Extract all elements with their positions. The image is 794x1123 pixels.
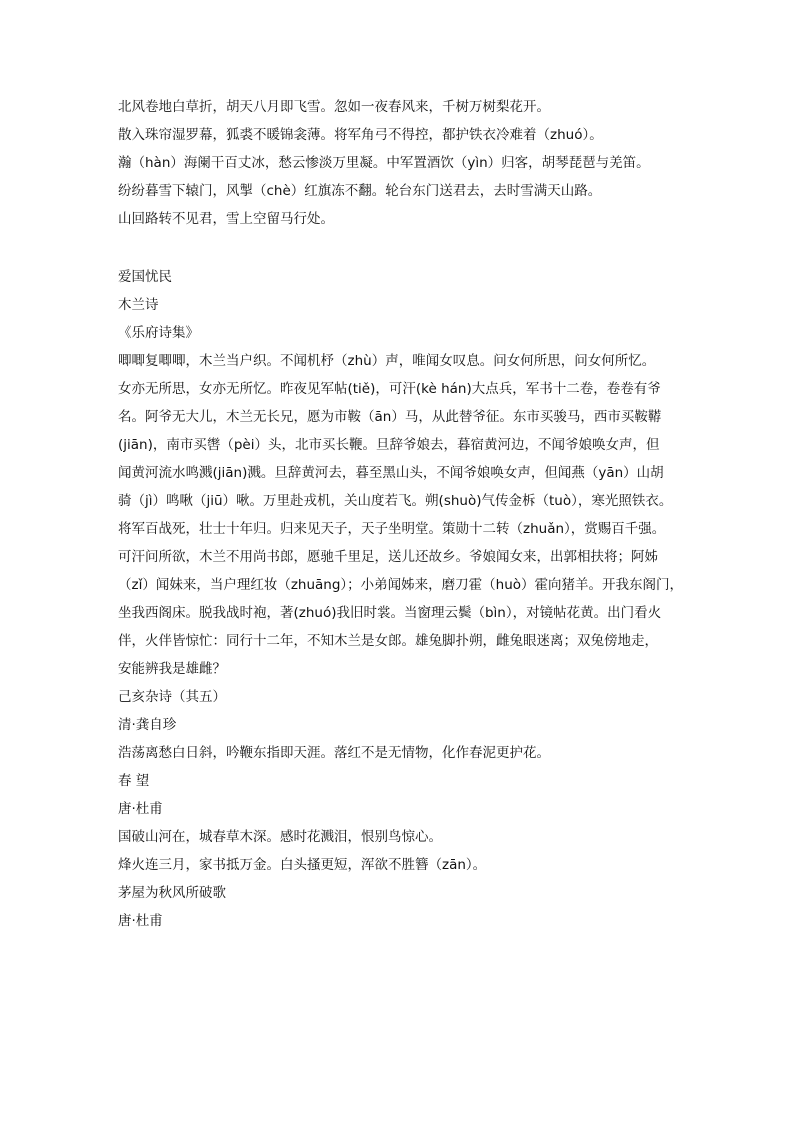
poem-title: 木兰诗 [118,297,159,313]
text-row: 闻黄河流水鸣溅(jiān)溅。旦辞黄河去，暮至黑山头，不闻爷娘唤女声，但闻燕（yān）山胡 [118,465,664,481]
poem-mulan [118,295,718,679]
text-row: 唧唧复唧唧，木兰当户织。不闻机杼（zhù）声，唯闻女叹息。问女何所思，问女何所忆。 [118,353,656,369]
text-row: 名。阿爷无大儿，木兰无长兄，愿为市鞍（ān）马，从此替爷征。东市买骏马，西市买鞍鞯 [118,409,662,425]
poem-title: 己亥杂诗（其五） [118,689,226,705]
poem-source: 《乐府诗集》 [118,325,199,341]
poem-title: 春 望 [118,773,150,789]
poem-line: 北风卷地白草折，胡天八月即飞雪。忽如一夜春风来，千树万树梨花开。 [118,99,550,115]
poem-text [118,351,718,679]
poem-line: 瀚（hàn）海阑干百丈冰，愁云惨淡万里凝。中军置酒饮（yìn）归客，胡琴琵琶与羌笛。 [118,155,650,171]
section-gap [118,237,718,267]
poem-line: 国破山河在，城春草木深。感时花溅泪，恨别鸟惊心。 [118,829,442,845]
poem-author: 唐·杜甫 [118,913,163,929]
text-row: (jiān)，南市买辔（pèi）头，北市买长鞭。旦辞爷娘去，暮宿黄河边，不闻爷娘唤女声，但 [118,437,660,453]
text-row: 可汗问所欲，木兰不用尚书郎，愿驰千里足，送儿还故乡。爷娘闻女来，出郭相扶将；阿姊 [118,549,658,565]
category-heading: 爱国忧民 [118,269,172,285]
text-row: （zǐ）闻妹来，当户理红妆（zhuāng）；小弟闻姊来，磨刀霍（huò）霍向猪羊。开我东阁门， [118,577,684,593]
text-row: 安能辨我是雄雌？ [118,661,226,677]
poem-author: 清·龚自珍 [118,717,177,733]
poem-maowu [118,883,718,931]
text-row: 将军百战死，壮士十年归。归来见天子，天子坐明堂。策勋十二转（zhuǎn），赏赐百千强。 [118,521,666,537]
poem-jihai [118,687,718,763]
baixue-poem-continuation [118,97,718,229]
text-row: 女亦无所思，女亦无所忆。昨夜见军帖(tiě)，可汗(kè hán)大点兵，军书十二卷，卷卷有爷 [118,381,661,397]
text-row: 坐我西阁床。脱我战时袍，著(zhuó)我旧时裳。当窗理云鬓（bìn），对镜帖花黄。出门看火 [118,605,662,621]
text-row: 骑（jì）鸣啾（jiū）啾。万里赴戎机，关山度若飞。朔(shuò)气传金柝（tuò），寒光照铁衣。 [118,493,673,509]
poem-title: 茅屋为秋风所破歌 [118,885,226,901]
poem-chunwang [118,771,718,875]
poem-line: 散入珠帘湿罗幕，狐裘不暖锦衾薄。将军角弓不得控，都护铁衣冷难着（zhuó）。 [118,127,603,143]
poem-line: 山回路转不见君，雪上空留马行处。 [118,211,334,227]
text-row: 伴，火伴皆惊忙：同行十二年，不知木兰是女郎。雄兔脚扑朔，雌兔眼迷离；双兔傍地走， [118,633,658,649]
document-page [118,97,718,939]
poem-line: 浩荡离愁白日斜，吟鞭东指即天涯。落红不是无情物，化作春泥更护花。 [118,745,550,761]
poem-line: 纷纷暮雪下辕门，风掣（chè）红旗冻不翻。轮台东门送君去，去时雪满天山路。 [118,183,602,199]
poem-line: 烽火连三月，家书抵万金。白头搔更短，浑欲不胜簪（zān）。 [118,857,487,873]
poem-author: 唐·杜甫 [118,801,163,817]
